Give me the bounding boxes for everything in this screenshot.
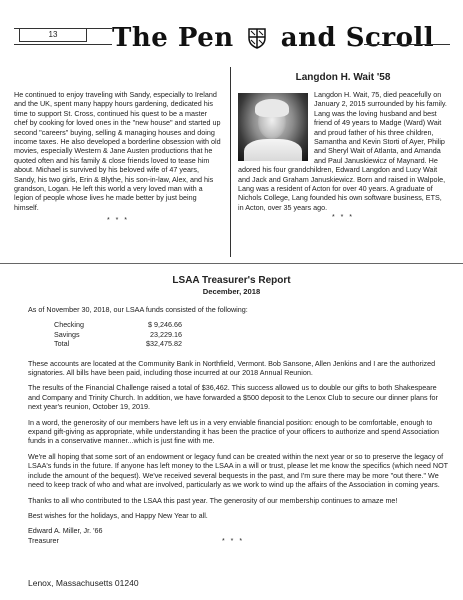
obituary-column: [238, 90, 448, 221]
report-paragraph: We're all hoping that some sort of an endowment or legacy fund can be created within the next year or so to preserve the legacy of LSAA's funds in the future. If anyone has left money to the LSAA in a will or trust, please let me know the specifics (which need NOT include the amount of the bequest). We've received several bequests in the past, and I'm sure there may be more "out there." We need to keep track of who and what are involved, particularly as we work to wind up the affairs of the Association in coming years.: [28, 451, 448, 490]
report-paragraph: These accounts are located at the Community Bank in Northfield, Vermont. Bob Sansone, Allen Jenkins and I are the authorized signatories. All bills have been paid, including those incurred at our 2018 Annual Reunion.: [28, 358, 436, 378]
account-name: Total: [54, 339, 70, 349]
page-number: 13: [19, 28, 87, 42]
account-amount: $ 9,246.66: [148, 320, 182, 330]
section-divider-stars: * * *: [106, 217, 130, 225]
section-divider-stars: * * *: [222, 538, 245, 545]
masthead: [14, 20, 450, 60]
account-row: [54, 330, 448, 339]
account-row: [54, 339, 448, 348]
report-paragraph: In a word, the generosity of our members have left us in a very enviable financial position: enough to be comfortable, enough to expand gift-giving as appropriate, while understanding it has been the practice of your officers to authorize and spend Association funds in a conservative manner...which is just fine with me.: [28, 417, 440, 446]
signature-role: Treasurer: [28, 535, 59, 545]
title-right: and Scroll: [280, 23, 435, 53]
report-date: December, 2018: [202, 287, 261, 296]
portrait-photo: [238, 93, 308, 161]
left-column: [14, 90, 222, 224]
report-paragraph: The results of the Financial Challenge raised a total of $36,462. This success allowed us to double our gifts to both Shakespeare and Company and Trinity Church. In addition, we have forwarded a $500 deposit to the Lenox Club to secure our dinner plans for next year's reunion, October 19, 2019.: [28, 383, 438, 412]
report-intro: As of November 30, 2018, our LSAA funds consisted of the following:: [28, 305, 248, 314]
report-paragraph: Best wishes for the holidays, and Happy New Year to all.: [28, 510, 208, 520]
account-amount: 23,229.16: [150, 329, 182, 339]
report-paragraph: Thanks to all who contributed to the LSAA this past year. The generosity of our membership continues to amaze me!: [28, 495, 398, 505]
obituary-text: Langdon H. Wait, 75, died peacefully on January 2, 2015 surrounded by his family. Lang was the loving husband and best friend of 49 years to Madge (Ward) Wait and proud father of his three children, Samantha and Kevin Storti of Ayer, Philip and Sheryl Wait of Atlanta, and Amanda and Paul Januskiewicz of Maynard. He adored his four grandchildren, Edward Langdon and Lucy Wait and Jack and Graham Januskiewicz. Born and raised in Walpole, Lang was a resident of Acton for over 40 years. A graduate of Nichols College, Lang founded his own software business, ETS, in Acton, over 35 years ago.: [238, 90, 447, 212]
title-left: The Pen: [112, 23, 234, 53]
masthead-rule-top: [14, 28, 112, 29]
section-rule: [0, 263, 463, 264]
treasurer-report: [28, 305, 448, 545]
masthead-rule-bottom: [14, 44, 112, 45]
signature-name: Edward A. Miller, Jr. '66: [28, 526, 103, 536]
accounts-table: [54, 320, 448, 348]
crest-icon: [247, 27, 267, 49]
obituary-title: Langdon H. Wait '58: [295, 72, 391, 83]
account-name: Savings: [54, 329, 80, 339]
report-title: LSAA Treasurer's Report: [172, 275, 291, 286]
column-divider: [230, 67, 231, 257]
masthead-rule-right: [364, 44, 450, 45]
account-name: Checking: [54, 320, 84, 330]
newsletter-title: [112, 23, 434, 53]
footer-city: Lenox, Massachusetts 01240: [28, 578, 139, 588]
section-divider-stars: * * *: [331, 214, 355, 222]
account-amount: $32,475.82: [146, 339, 182, 349]
account-row: [54, 320, 448, 329]
left-column-text: He continued to enjoy traveling with Sandy, especially to Ireland and the UK, spent many happy hours gardening, dedicated his time to support St. Cross, continued his quest to be a master chef by cooking for loved ones in the "new house" and started up second "careers" buying, selling & managing houses and doing income taxes. He also developed a borderline obsession with old movies, especially Western & Jane Austen productions that he quoted often and his family & close friends loved to tease him about. Michael is survived by his beloved wife of 47 years, Sandy, his two girls, Erin & Blythe, his son-in-law, Alex, and his grandson, Logan. He left this world a very loved man with a legion of people whose lives he made better by just being himself.: [14, 90, 221, 212]
